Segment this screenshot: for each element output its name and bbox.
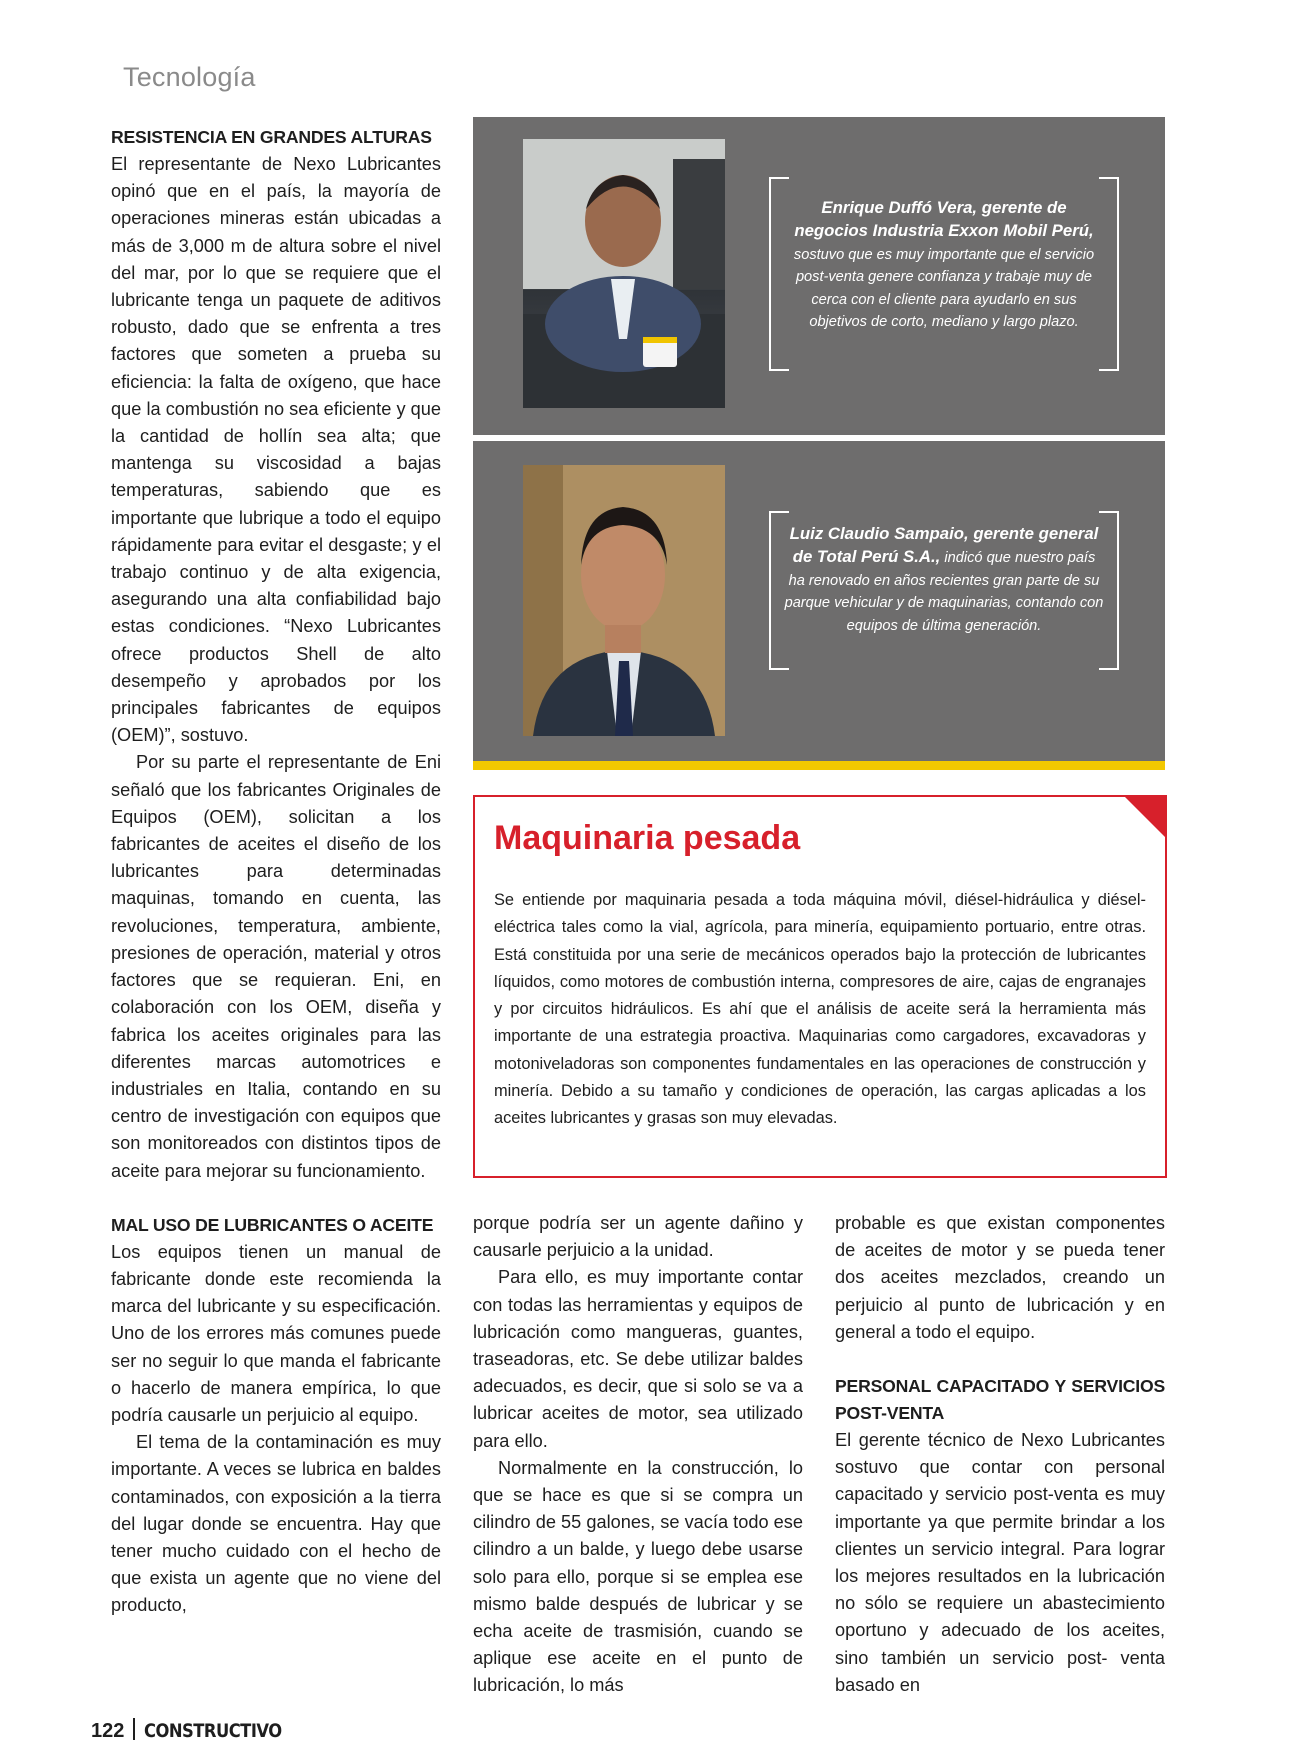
subheading-mal-uso: MAL USO DE LUBRICANTES O ACEITE (111, 1214, 434, 1235)
quote-body: indicó que nuestro país ha renovado en años recientes gran parte de su parque vehicular y de maquinarias, contando con equipos de última generación. (784, 550, 1104, 634)
person-silhouette-icon (523, 465, 725, 736)
box-text: Se entiende por maquinaria pesada a toda máquina móvil, diésel-hidráulica y diésel-eléctrica tales como la vial, agrícola, para minería, equipamiento portuario, entre otras. Está constituida por una serie de mecánicos operados bajo la protección de lubricantes líquidos, como motores de combustión interna, compresores de aire, cajas de engranajes y por circuitos hidráulicos. Es ahí que el análisis de aceite será la herramienta más importante de una estrategia proactiva. Maquinarias como cargadores, excavadoras y motoniveladoras son componentes fundamentales en las operaciones de construcción y minería. Debido a su tamaño y condiciones de operación, las cargas aplicadas a los aceites lubricantes y grasas son muy elevadas. (494, 891, 1146, 1128)
paragraph: Normalmente en la construcción, lo que se hace es que si se compra un cilindro de 55 galones, se vacía todo ese cilindro a un balde, y luego debe usarse solo para ello, porque si se emplea ese mismo balde después de lubricar y se echa aceite de trasmisión, cuando se aplique ese aceite en el punto de lubricación, lo más (473, 1457, 803, 1696)
quote-body: sostuvo que es muy importante que el servicio post-venta genere confianza y trabaje muy de cerca con el cliente para ayudarlo en sus objetivos de corto, mediano y largo plazo. (793, 246, 1095, 331)
paragraph: porque podría ser un agente dañino y causarle perjuicio a la unidad. (473, 1213, 803, 1261)
profile-panel-duffo (473, 117, 1165, 435)
subheading-personal: PERSONAL CAPACITADO Y SERVICIOS POST-VENTA (835, 1376, 1165, 1424)
footer-separator (133, 1718, 135, 1740)
quote-frame (769, 513, 1119, 668)
paragraph: El representante de Nexo Lubricantes opinó que en el país, la mayoría de operaciones mineras están ubicadas a más de 3,000 m de altura sobre el nivel del mar, por lo que se requiere que el lubricante tenga un paquete de aditivos robusto, dado que se enfrenta a tres factores que someten a prueba su eficiencia: la falta de oxígeno, que hace que la combustión no sea eficiente y que la cantidad de hollín sea alta; que mantenga su viscosidad a bajas temperaturas, sabiendo que es importante que lubrique a todo el equipo rápidamente para evitar el desgaste; y el trabajo continuo y de alta exigencia, asegurando una alta confiabilidad bajo estas condiciones. “Nexo Lubricantes ofrece productos Shell de alto desempeño y aprobados por los principales fabricantes de equipos (OEM)”, sostuvo. (111, 154, 441, 746)
paragraph: El gerente técnico de Nexo Lubricantes sostuvo que contar con personal capacitado y servicio post-venta es muy importante ya que permite brindar a los clientes un servicio integral. Para lograr los mejores resultados en la lubricación no sólo se requiere un abastecimiento oportuno y adecuado de los aceites, sino también un servicio post- venta basado en (835, 1430, 1165, 1695)
article-column-3 (835, 1210, 1165, 1699)
corner-triangle-icon (1124, 796, 1166, 838)
article-column-1 (111, 124, 441, 1620)
person-silhouette-icon (523, 139, 725, 408)
subheading-resistencia: RESISTENCIA EN GRANDES ALTURAS (111, 127, 432, 147)
page-footer (91, 1718, 304, 1743)
profile-panel-sampaio (473, 441, 1165, 761)
section-label: Tecnología (123, 62, 256, 92)
box-title: Maquinaria pesada (494, 819, 801, 857)
quote-text (783, 197, 1105, 333)
paragraph: Para ello, es muy importante contar con todas las herramientas y equipos de lubricación como mangueras, guantes, traseadoras, etc. Se debe utilizar baldes adecuados, es decir, que si solo se va a lubricar aceites de motor, sea utilizado para ello. (473, 1267, 803, 1451)
portrait-photo-duffo (523, 139, 725, 408)
accent-divider (473, 761, 1165, 770)
paragraph: Los equipos tienen un manual de fabricante donde este recomienda la marca del lubricante y su especificación. Uno de los errores más comunes puede ser no seguir lo que manda el fabricante o hacerlo de manera empírica, lo que podría causarle un perjuicio al equipo. (111, 1241, 441, 1425)
quote-text (783, 523, 1105, 637)
quote-speaker: Luiz Claudio Sampaio, gerente general de Total Perú S.A., (789, 524, 1099, 567)
page-number: 122 (91, 1720, 125, 1742)
sidebar-box-maquinaria (473, 795, 1167, 1178)
paragraph: probable es que existan componentes de aceites de motor y se pueda tener dos aceites mezclados, creando un perjuicio al punto de lubricación y en general a todo el equipo. (835, 1213, 1165, 1342)
paragraph: El tema de la contaminación es muy importante. A veces se lubrica en baldes contaminados, con exposición a la tierra del lugar donde se encuentra. Hay que tener mucho cuidado con el hecho de que exista un agente que no viene del producto, (111, 1432, 441, 1616)
article-column-2 (473, 1210, 803, 1700)
quote-speaker: Enrique Duffó Vera, gerente de negocios Industria Exxon Mobil Perú, (794, 198, 1094, 241)
magazine-name: CONSTRUCTIVO (143, 1720, 282, 1742)
portrait-photo-sampaio (523, 465, 725, 736)
paragraph: Por su parte el representante de Eni señaló que los fabricantes Originales de Equipos (OEM), solicitan a los fabricantes de aceites el diseño de los lubricantes para determinadas maquinas, tomando en cuenta, las revoluciones, temperatura, ambiente, presiones de operación, material y otros factores que se requieran. Eni, en colaboración con los OEM, diseña y fabrica los aceites originales para las diferentes marcas automotrices e industriales en Italia, contando en su centro de investigación con equipos que son monitoreados con distintos tipos de aceite para mejorar su funcionamiento. (111, 752, 441, 1181)
quote-frame (769, 179, 1119, 369)
